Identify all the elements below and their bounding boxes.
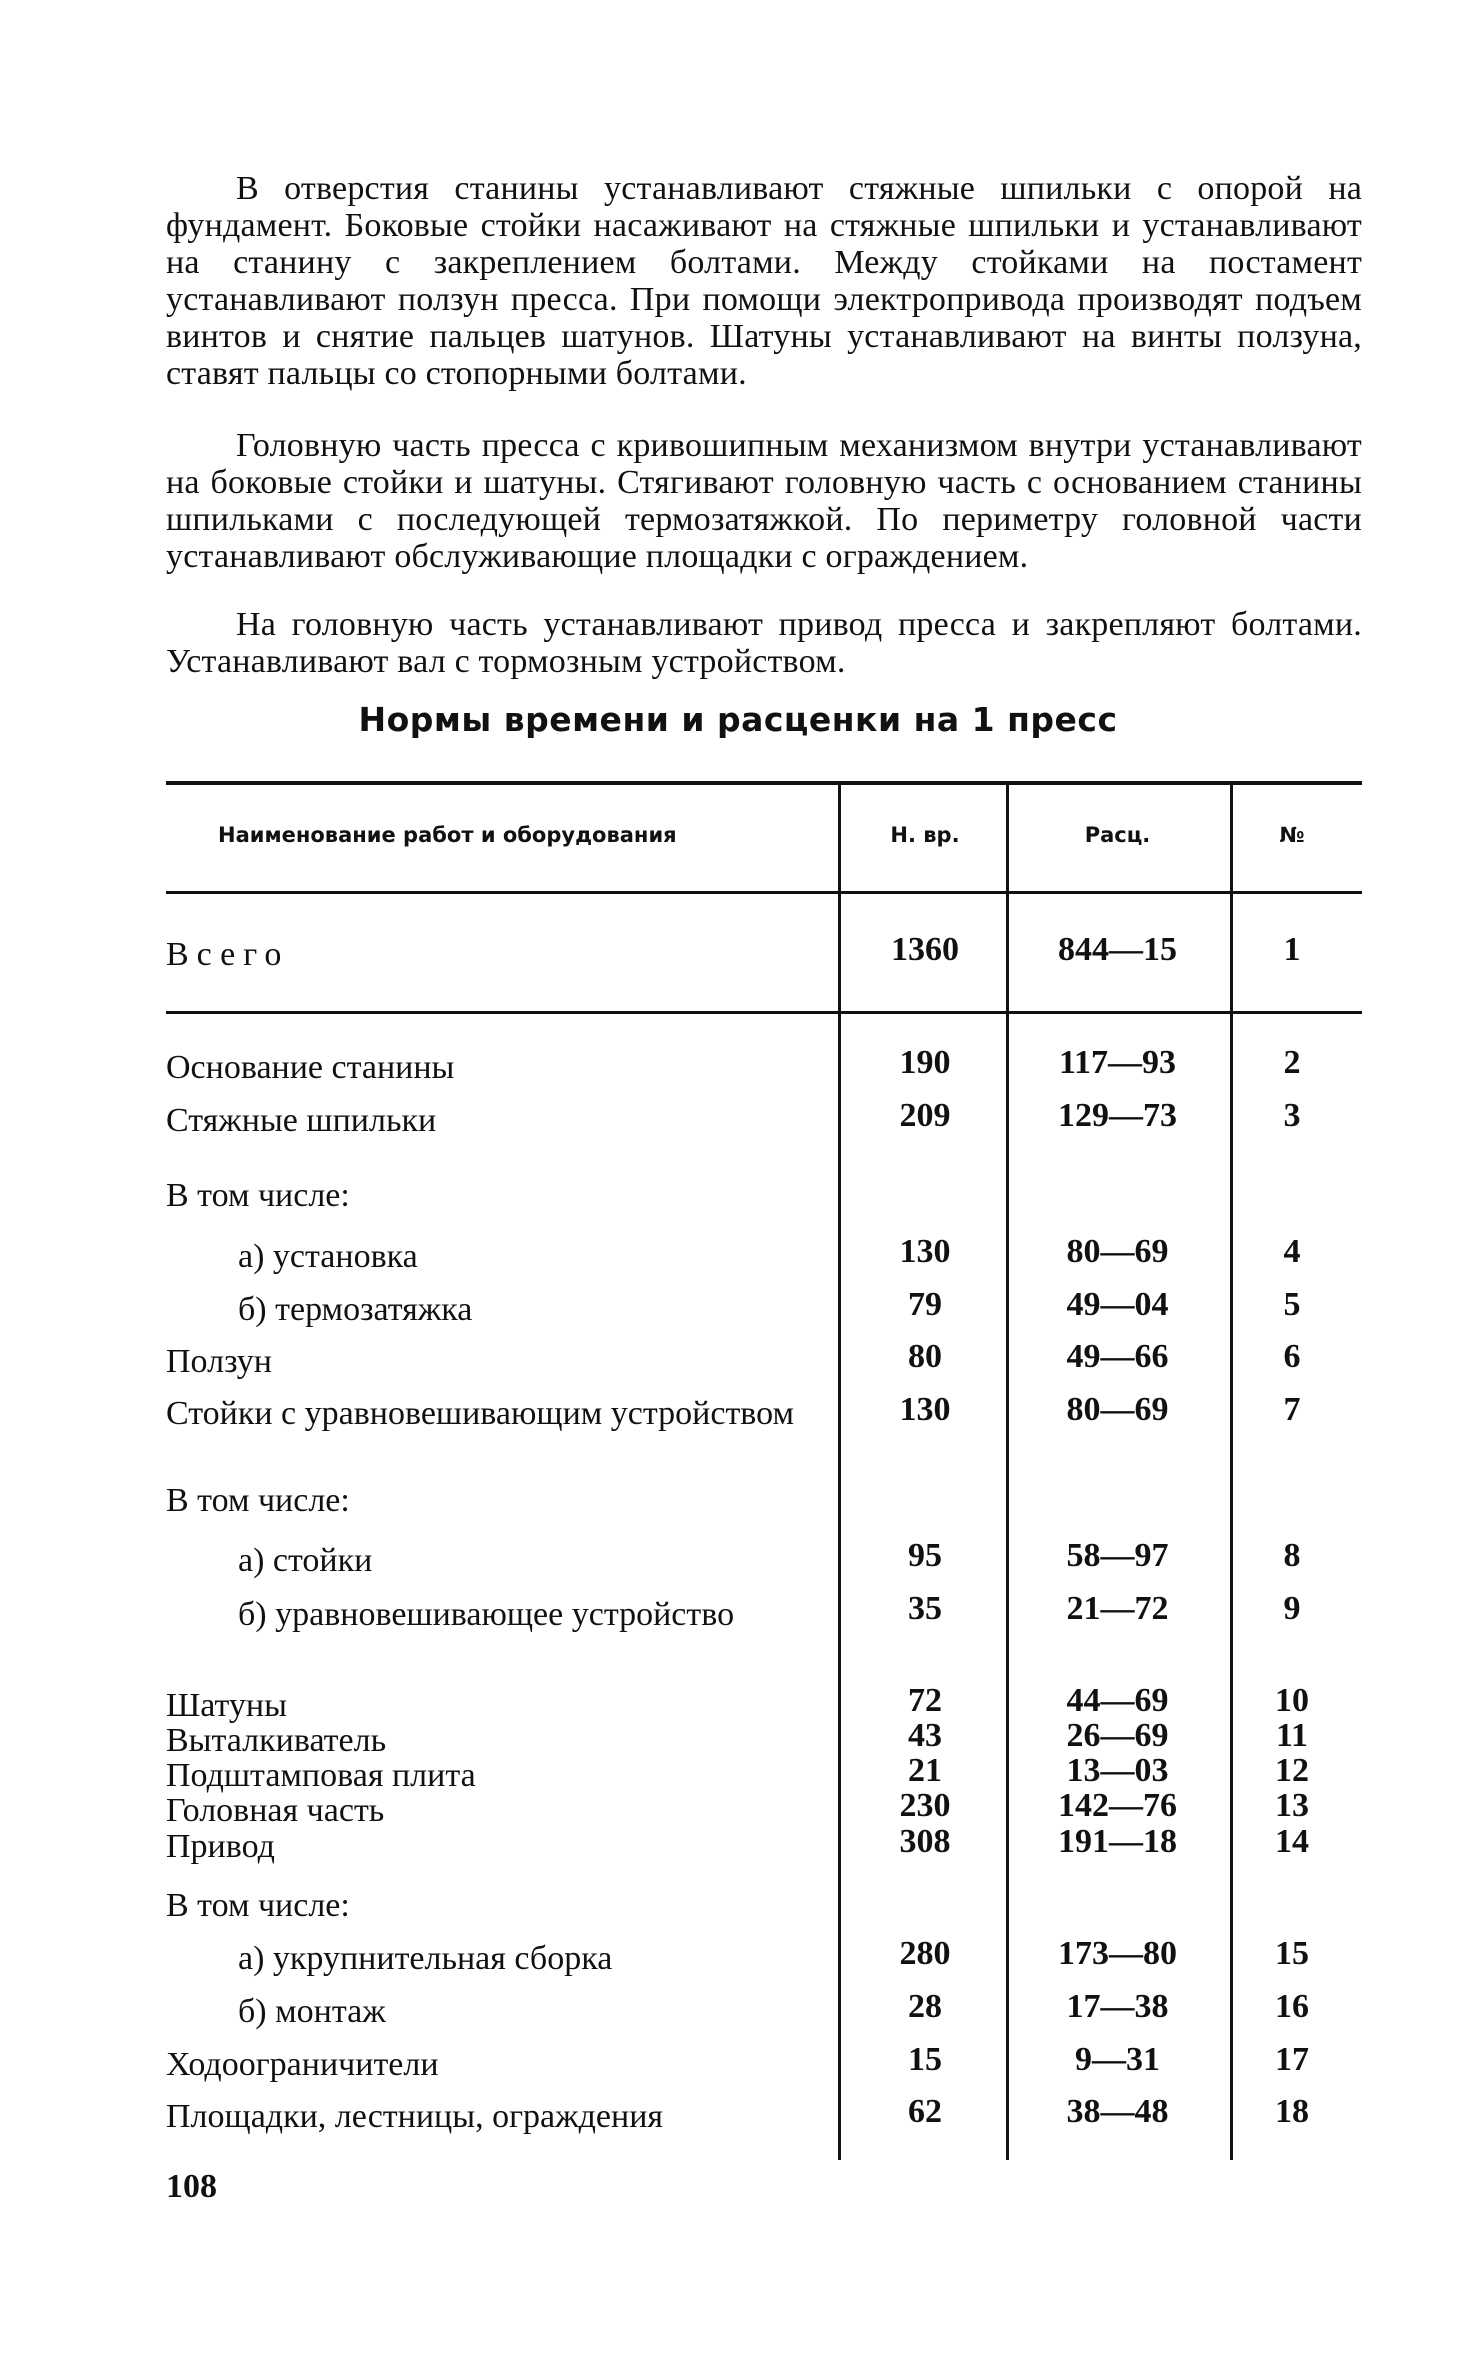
row-name: а) установка	[238, 1238, 418, 1275]
row-rate: 58—97	[1066, 1537, 1169, 1574]
header-name: Наименование работ и оборудования	[218, 823, 677, 847]
row-time: 62	[908, 2093, 942, 2130]
row-no: 5	[1283, 1286, 1301, 1323]
row-rate: 80—69	[1066, 1391, 1169, 1428]
header-bottom-rule	[166, 891, 1362, 894]
total-time: 1360	[891, 931, 959, 968]
row-no: 2	[1283, 1044, 1301, 1081]
row-rate: 13—03	[1066, 1752, 1169, 1789]
row-name: Привод	[166, 1828, 275, 1865]
row-no: 13	[1275, 1787, 1309, 1824]
row-name: а) укрупнительная сборка	[238, 1940, 613, 1977]
row-name: Выталкиватель	[166, 1722, 387, 1759]
total-no: 1	[1283, 931, 1301, 968]
paragraph-1: В отверстия станины устанавливают стяжные шпильки с опорой на фундамент. Боковые стойки насаживают на стяжные шпильки и устанавливают на станину с закреплением болтами. Между стойками на постамент устанавливают ползун пресса. При помощи электропривода производят подъем винтов и снятие пальцев шатунов. Шатуны устанавливают на винты ползуна, ставят пальцы со стопорными болтами.	[166, 170, 1362, 392]
row-time: 43	[908, 1717, 942, 1754]
row-rate: 21—72	[1066, 1590, 1169, 1627]
row-rate: 117—93	[1058, 1044, 1177, 1081]
row-no: 14	[1275, 1823, 1309, 1860]
row-no: 16	[1275, 1988, 1309, 2025]
row-no: 17	[1275, 2041, 1309, 2078]
row-time: 21	[908, 1752, 942, 1789]
header-rate: Расц.	[1084, 823, 1151, 847]
row-rate: 26—69	[1066, 1717, 1169, 1754]
row-time: 280	[899, 1935, 951, 1972]
row-time: 95	[908, 1537, 942, 1574]
row-name: В том числе:	[166, 1177, 350, 1214]
row-name: б) уравновешивающее устройство	[238, 1596, 735, 1633]
row-time: 35	[908, 1590, 942, 1627]
row-rate: 129—73	[1058, 1097, 1177, 1134]
row-time: 230	[899, 1787, 951, 1824]
row-rate: 191—18	[1058, 1823, 1177, 1860]
row-no: 6	[1283, 1338, 1301, 1375]
row-no: 12	[1275, 1752, 1309, 1789]
row-no: 15	[1275, 1935, 1309, 1972]
table-top-rule	[166, 781, 1362, 785]
row-name: б) монтаж	[238, 1993, 386, 2030]
row-time: 130	[899, 1391, 951, 1428]
column-divider-2	[1006, 783, 1009, 2160]
total-bottom-rule	[166, 1011, 1362, 1014]
row-name: Подштамповая плита	[166, 1757, 476, 1794]
page-number: 108	[166, 2168, 217, 2205]
row-rate: 38—48	[1066, 2093, 1169, 2130]
row-name: Площадки, лестницы, ограждения	[166, 2098, 664, 2135]
row-time: 80	[908, 1338, 942, 1375]
header-time: Н. вр.	[890, 823, 960, 847]
row-name: Шатуны	[166, 1687, 287, 1724]
row-time: 79	[908, 1286, 942, 1323]
row-rate: 44—69	[1066, 1682, 1169, 1719]
row-time: 308	[899, 1823, 951, 1860]
row-name: Основание станины	[166, 1049, 455, 1086]
row-name: В том числе:	[166, 1482, 350, 1519]
row-rate: 142—76	[1058, 1787, 1177, 1824]
row-rate: 49—04	[1066, 1286, 1169, 1323]
row-time: 72	[908, 1682, 942, 1719]
row-no: 4	[1283, 1233, 1301, 1270]
row-name: а) стойки	[238, 1542, 373, 1579]
total-rate: 844—15	[1058, 931, 1177, 968]
paragraph-3: На головную часть устанавливают привод пресса и закрепляют болтами. Устанавливают вал с тормозным устройством.	[166, 606, 1362, 680]
row-name: б) термозатяжка	[238, 1291, 473, 1328]
row-name: В том числе:	[166, 1887, 350, 1924]
row-rate: 9—31	[1075, 2041, 1160, 2078]
row-time: 209	[899, 1097, 951, 1134]
total-label: Всего	[166, 936, 290, 973]
table-title: Нормы времени и расценки на 1 пресс	[358, 700, 1118, 739]
row-no: 10	[1275, 1682, 1309, 1719]
row-rate: 17—38	[1066, 1988, 1169, 2025]
paragraph-2: Головную часть пресса с кривошипным механизмом внутри устанавливают на боковые стойки и шатуны. Стягивают головную часть с основанием станины шпильками с последующей термозатяжкой. По периметру головной части устанавливают обслуживающие площадки с ограждением.	[166, 427, 1362, 575]
row-name: Стойки с уравновешивающим устройством	[166, 1395, 794, 1432]
row-no: 3	[1283, 1097, 1301, 1134]
row-no: 9	[1283, 1590, 1301, 1627]
row-rate: 173—80	[1058, 1935, 1177, 1972]
row-name: Ходоограничители	[166, 2046, 439, 2083]
row-no: 7	[1283, 1391, 1301, 1428]
row-name: Ползун	[166, 1343, 272, 1380]
row-time: 190	[899, 1044, 951, 1081]
row-no: 8	[1283, 1537, 1301, 1574]
header-no: №	[1279, 823, 1305, 847]
row-rate: 80—69	[1066, 1233, 1169, 1270]
row-time: 130	[899, 1233, 951, 1270]
row-name: Стяжные шпильки	[166, 1102, 437, 1139]
row-name: Головная часть	[166, 1792, 385, 1829]
row-time: 15	[908, 2041, 942, 2078]
row-rate: 49—66	[1066, 1338, 1169, 1375]
column-divider-1	[838, 783, 841, 2160]
row-no: 18	[1275, 2093, 1309, 2130]
row-no: 11	[1275, 1717, 1309, 1754]
row-time: 28	[908, 1988, 942, 2025]
